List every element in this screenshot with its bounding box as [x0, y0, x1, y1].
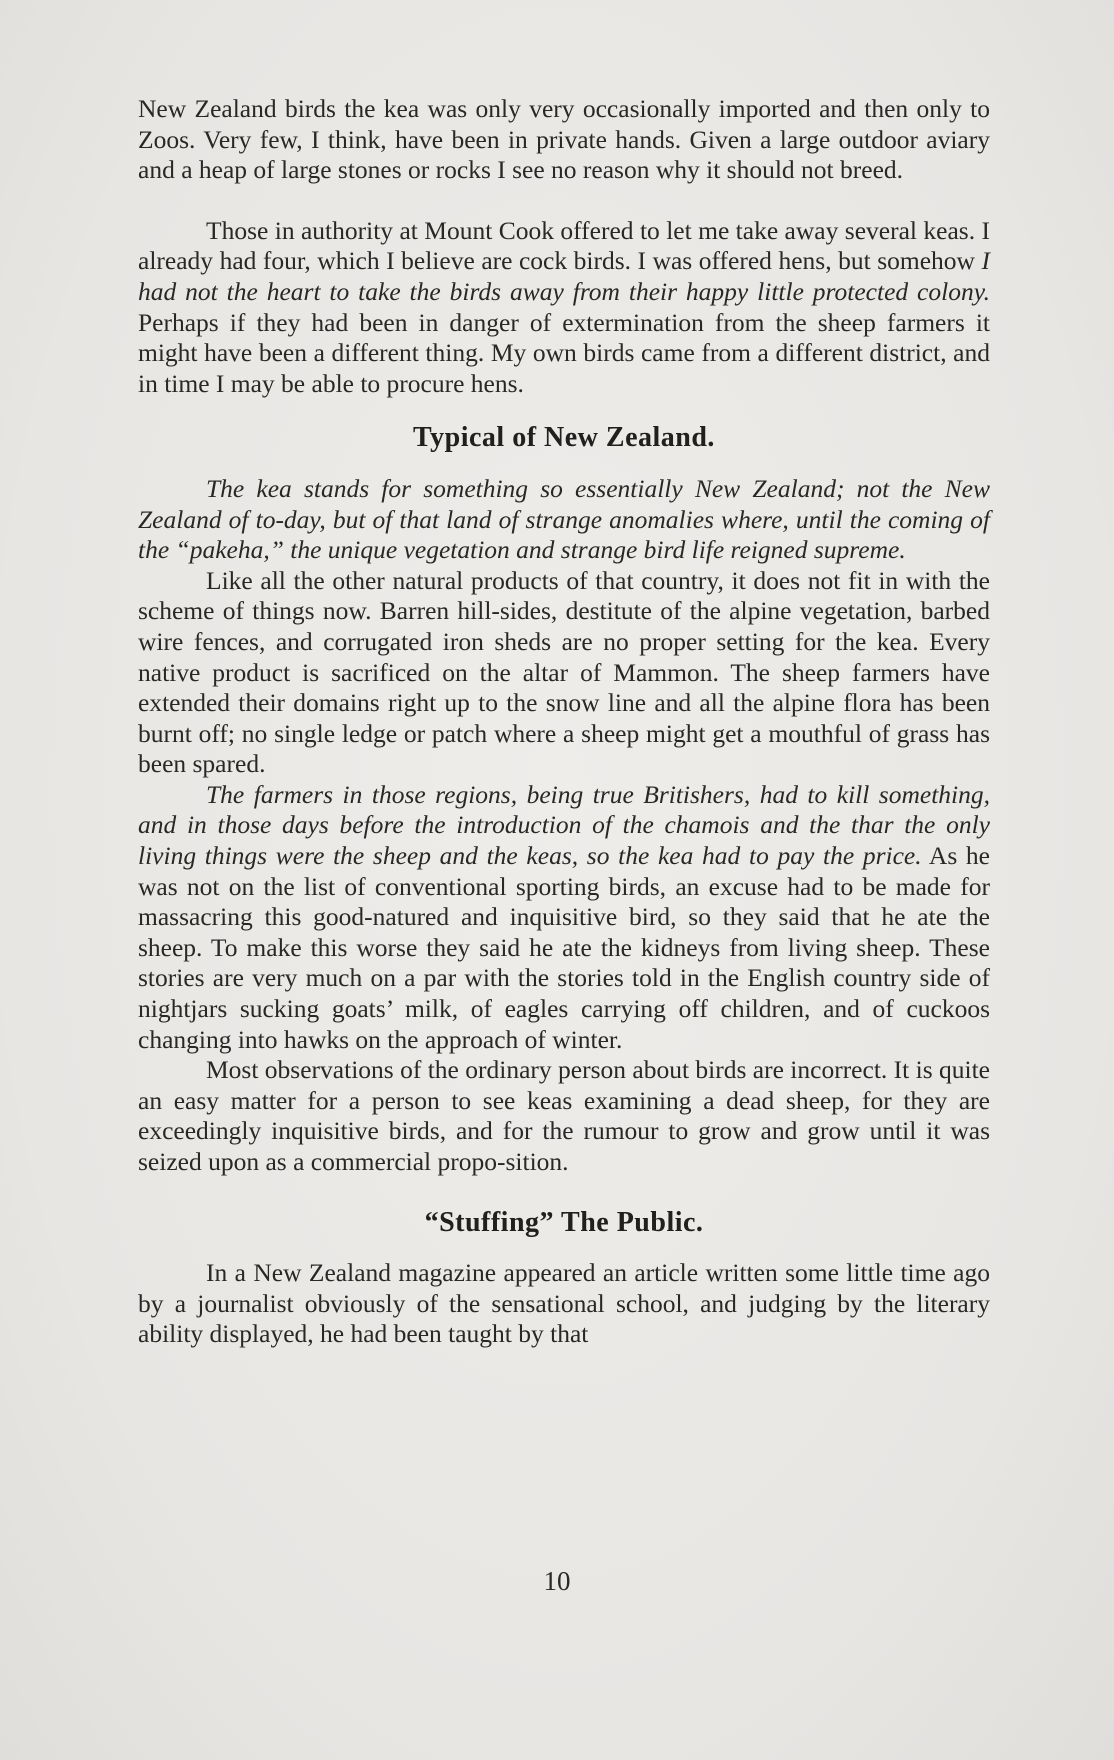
paragraph-farmers	[138, 780, 990, 1055]
paragraph-farmers-italic: The farmers in those regions, being true Britishers, had to kill something, and in those days before the introduction of the chamois and the thar the only living things were the sheep and the keas, so the kea had to pay the price.	[138, 779, 990, 871]
paragraph-mount-cook-start: Those in authority at Mount Cook offered to let me take away several keas. I already had four, which I believe are cock birds. I was offered hens, but somehow	[138, 215, 990, 276]
paragraph-kea-import: New Zealand birds the kea was only very occasionally imported and then only to Zoos. Very few, I think, have been in private hands. Given a large outdoor aviary and a heap of large stones or rocks I see no reason why it should not breed.	[138, 94, 990, 185]
body-text	[138, 94, 990, 1350]
heading-stuffing-the-public: “Stuffing” The Public.	[424, 1206, 704, 1238]
paragraph-magazine: In a New Zealand magazine appeared an article written some little time ago by a journalist obviously of the sensational school, and judging by the literary ability displayed, he had been taught by that	[138, 1258, 990, 1349]
paragraph-observations: Most observations of the ordinary person about birds are incorrect. It is quite an easy matter for a person to see keas examining a dead sheep, for they are exceedingly inquisitive birds, and for the rumour to grow and grow until it was seized upon as a commercial propo-sition.	[138, 1055, 990, 1176]
heading-typical-new-zealand: Typical of New Zealand.	[413, 422, 715, 454]
page-number: 10	[543, 1566, 571, 1596]
paragraph-farmers-end: As he was not on the list of conventional sporting birds, an excuse had to be made for massacring this good-natured and inquisitive bird, so they said that he ate the sheep. To make this worse they said he ate the kidneys from living sheep. These stories are very much on a par with the stories told in the English country side of nightjars sucking goats’ milk, of eagles carrying off children, and of cuckoos changing into hawks on the approach of winter.	[138, 841, 990, 1054]
paragraph-natural-products: Like all the other natural products of that country, it does not fit in with the scheme of things now. Barren hill-sides, destitute of the alpine vegetation, barbed wire fences, and corrugated iron sheds are no proper setting for the kea. Every native product is sacrificed on the altar of Mammon. The sheep farmers have extended their domains right up to the snow line and all the alpine flora has been burnt off; no single ledge or patch where a sheep might get a mouthful of grass has been spared.	[138, 565, 990, 779]
paragraph-kea-stands: The kea stands for something so essentially New Zealand; not the New Zealand of to-day, but of that land of strange anomalies where, until the coming of the “pakeha,” the unique vegetation and strange bird life reigned supreme.	[138, 473, 990, 565]
paragraph-mount-cook-italic: I had not the heart to take the birds away from their happy little protected colony.	[138, 246, 990, 306]
paragraph-mount-cook-end: Perhaps if they had been in danger of extermination from the sheep farmers it might have been a different thing. My own birds came from a different district, and in time I may be able to procure hens.	[138, 307, 990, 398]
paragraph-mount-cook	[138, 216, 990, 400]
